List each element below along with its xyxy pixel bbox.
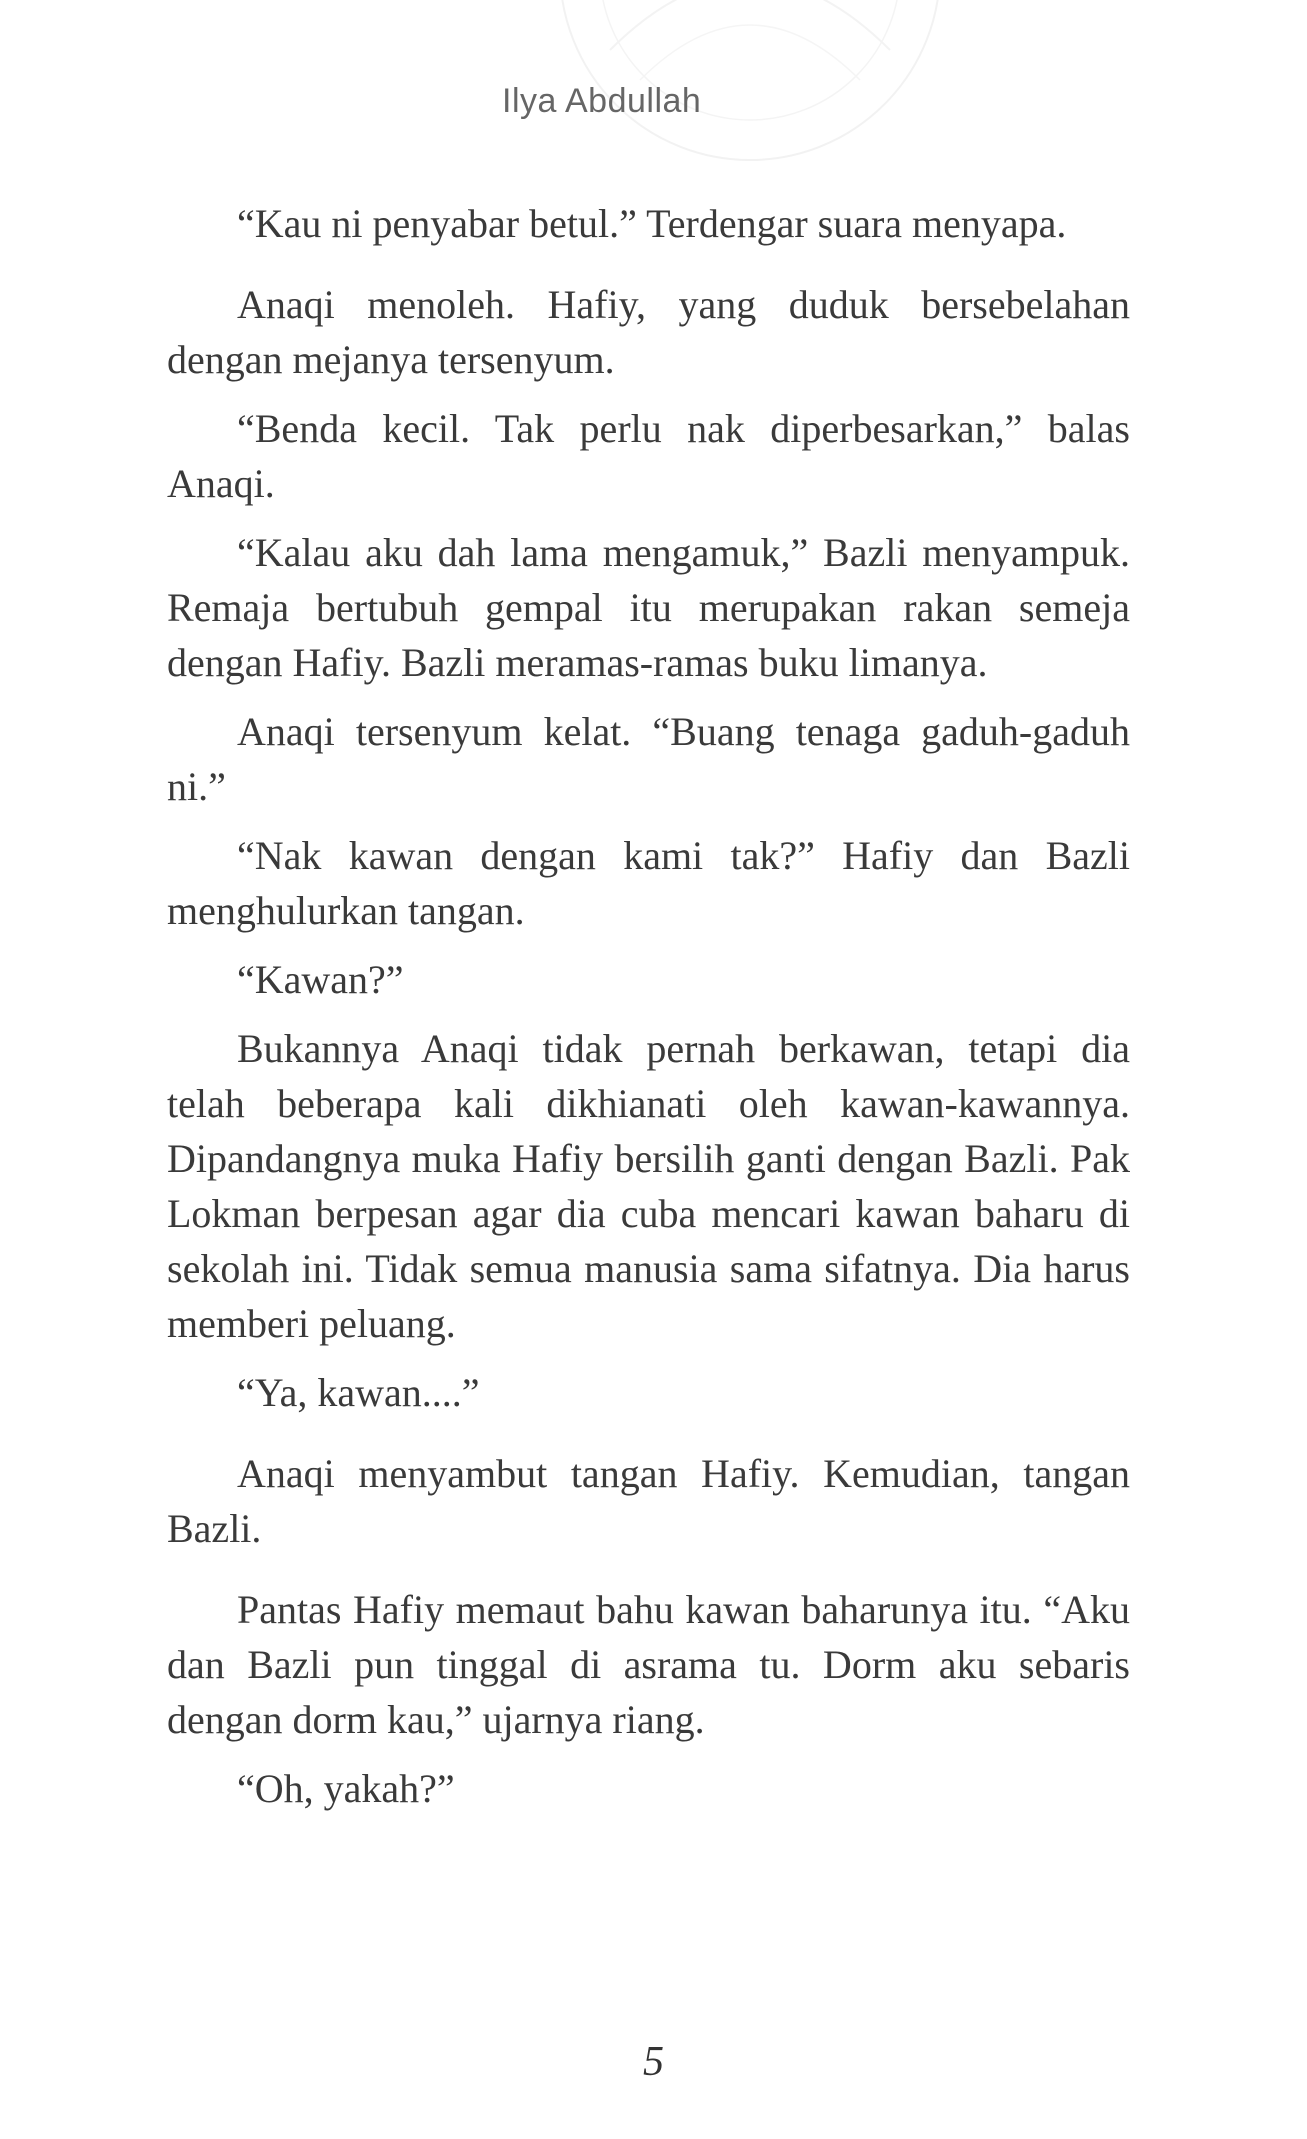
paragraph: Anaqi menoleh. Hafiy, yang duduk bersebelahan dengan mejanya tersenyum. — [167, 282, 1130, 382]
paragraph: Pantas Hafiy memaut bahu kawan baharunya itu. “Aku dan Bazli pun tinggal di asrama tu. Dorm aku sebaris dengan dorm kau,” ujarnya riang. — [167, 1587, 1130, 1742]
paragraph: “Kau ni penyabar betul.” Terdengar suara menyapa. — [237, 201, 1067, 246]
paragraph: Anaqi tersenyum kelat. “Buang tenaga gaduh-gaduh ni.” — [167, 709, 1130, 809]
paragraph: “Kalau aku dah lama mengamuk,” Bazli menyampuk. Remaja bertubuh gempal itu merupakan rakan semeja dengan Hafiy. Bazli meramas-ramas buku limanya. — [167, 530, 1130, 685]
page-number: 5 — [643, 2039, 664, 2085]
paragraph: “Ya, kawan....” — [237, 1370, 480, 1415]
paragraph: “Oh, yakah?” — [237, 1766, 455, 1811]
page-body — [167, 196, 1130, 1830]
paragraph: “Kawan?” — [237, 957, 404, 1002]
running-head-author: Ilya Abdullah — [502, 82, 702, 120]
paragraph: “Benda kecil. Tak perlu nak diperbesarkan,” balas Anaqi. — [167, 406, 1130, 506]
paragraph: “Nak kawan dengan kami tak?” Hafiy dan Bazli menghulurkan tangan. — [167, 833, 1130, 933]
paragraph: Bukannya Anaqi tidak pernah berkawan, tetapi dia telah beberapa kali dikhianati oleh kawan-kawannya. Dipandangnya muka Hafiy bersilih ganti dengan Bazli. Pak Lokman berpesan agar dia cuba mencari kawan baharu di sekolah ini. Tidak semua manusia sama sifatnya. Dia harus memberi peluang. — [167, 1026, 1130, 1346]
paragraph: Anaqi menyambut tangan Hafiy. Kemudian, tangan Bazli. — [167, 1451, 1130, 1551]
